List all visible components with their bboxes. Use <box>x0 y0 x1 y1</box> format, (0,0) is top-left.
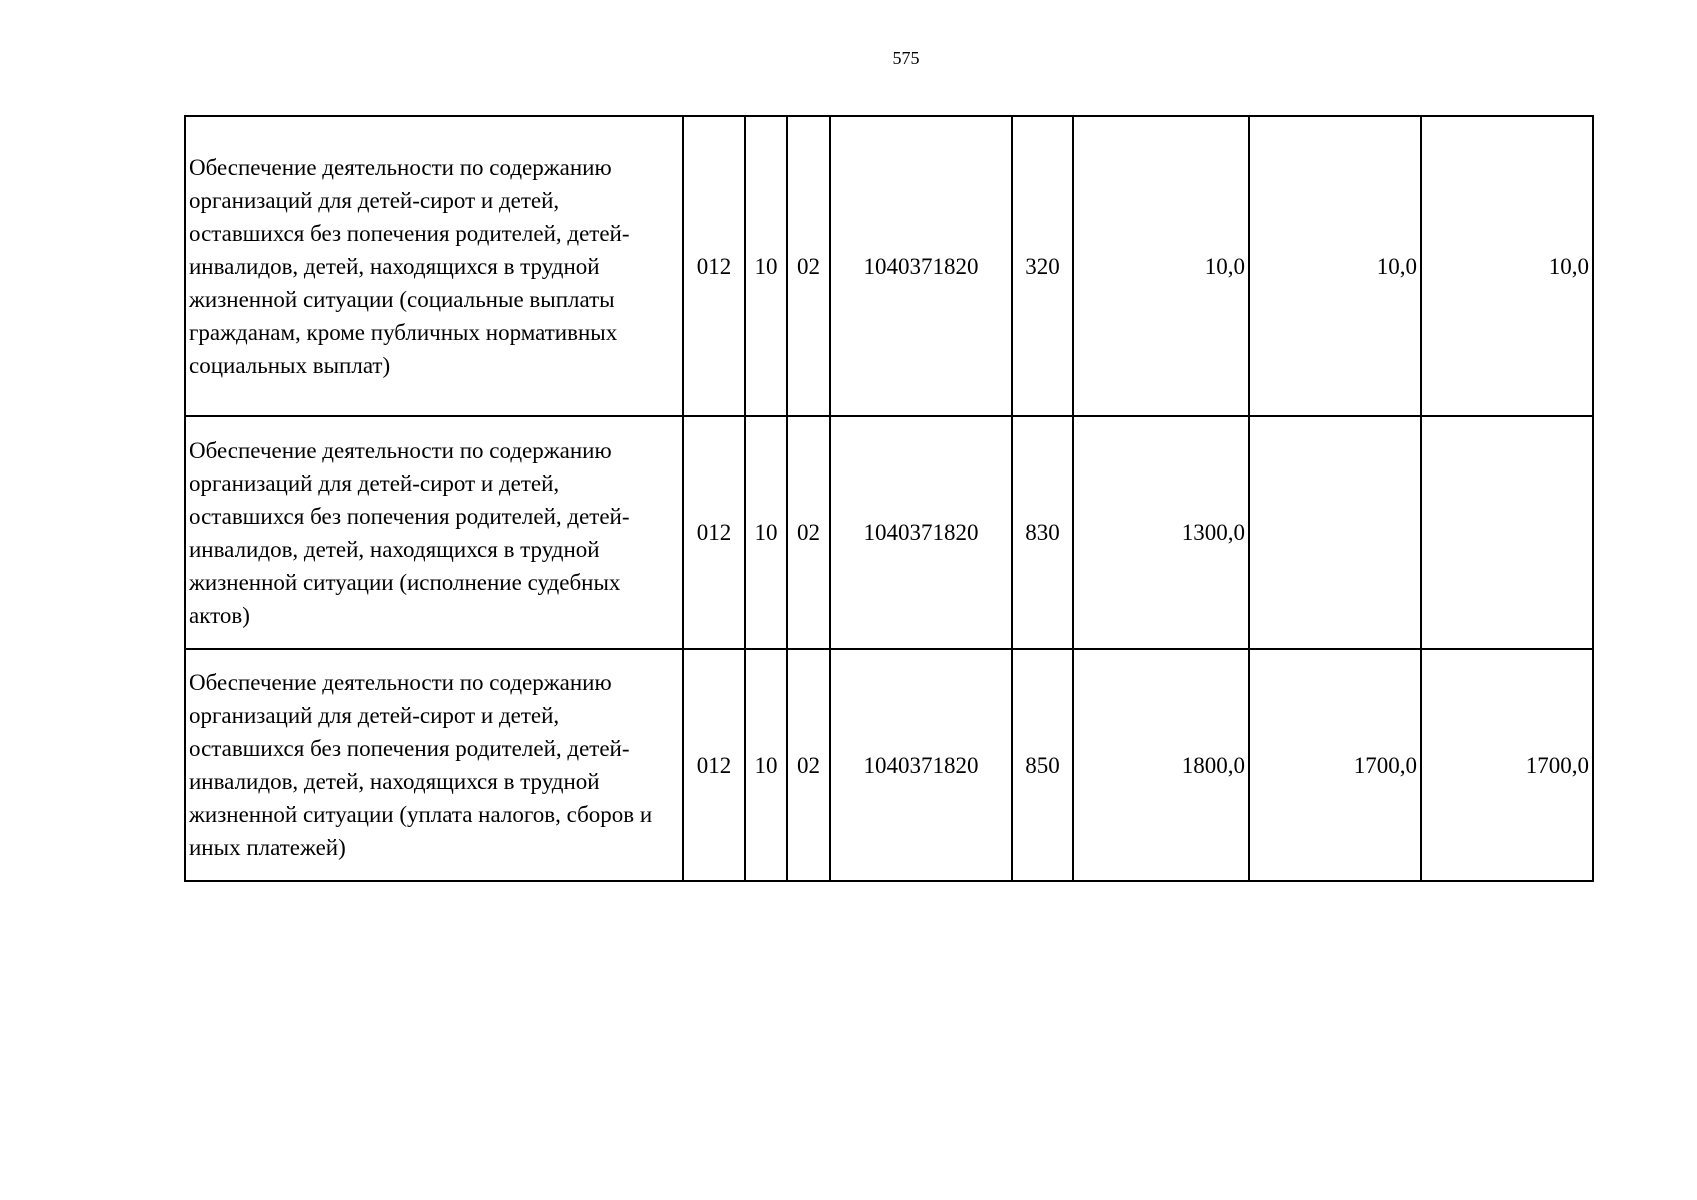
expense-type-code: 830 <box>1012 416 1073 649</box>
amount-year-2: 1700,0 <box>1249 649 1421 881</box>
ministry-code: 012 <box>683 649 745 881</box>
section-code: 10 <box>745 649 787 881</box>
section-code: 10 <box>745 116 787 416</box>
row-description: Обеспечение деятельности по содержанию организаций для детей-сирот и детей, оставшихся без попечения родителей, детей-инвалидов, детей, находящихся в трудной жизненной ситуации (уплата налогов, сборов и иных платежей) <box>185 649 683 881</box>
row-description: Обеспечение деятельности по содержанию организаций для детей-сирот и детей, оставшихся без попечения родителей, детей-инвалидов, детей, находящихся в трудной жизненной ситуации (исполнение судебных актов) <box>185 416 683 649</box>
table-row <box>185 116 1593 416</box>
subsection-code: 02 <box>787 649 830 881</box>
amount-year-2: 10,0 <box>1249 116 1421 416</box>
expense-type-code: 850 <box>1012 649 1073 881</box>
target-article-code: 1040371820 <box>830 116 1012 416</box>
subsection-code: 02 <box>787 116 830 416</box>
ministry-code: 012 <box>683 116 745 416</box>
row-description: Обеспечение деятельности по содержанию организаций для детей-сирот и детей, оставшихся без попечения родителей, детей-инвалидов, детей, находящихся в трудной жизненной ситуации (социальные выплаты гражданам, кроме публичных нормативных социальных выплат) <box>185 116 683 416</box>
table-row <box>185 649 1593 881</box>
amount-year-3 <box>1421 416 1593 649</box>
target-article-code: 1040371820 <box>830 416 1012 649</box>
subsection-code: 02 <box>787 416 830 649</box>
expense-type-code: 320 <box>1012 116 1073 416</box>
amount-year-1: 1300,0 <box>1073 416 1249 649</box>
amount-year-3: 1700,0 <box>1421 649 1593 881</box>
amount-year-1: 10,0 <box>1073 116 1249 416</box>
section-code: 10 <box>745 416 787 649</box>
budget-table <box>184 115 1594 882</box>
amount-year-2 <box>1249 416 1421 649</box>
page-number: 575 <box>892 48 920 68</box>
ministry-code: 012 <box>683 416 745 649</box>
amount-year-3: 10,0 <box>1421 116 1593 416</box>
target-article-code: 1040371820 <box>830 649 1012 881</box>
table-row <box>185 416 1593 649</box>
amount-year-1: 1800,0 <box>1073 649 1249 881</box>
